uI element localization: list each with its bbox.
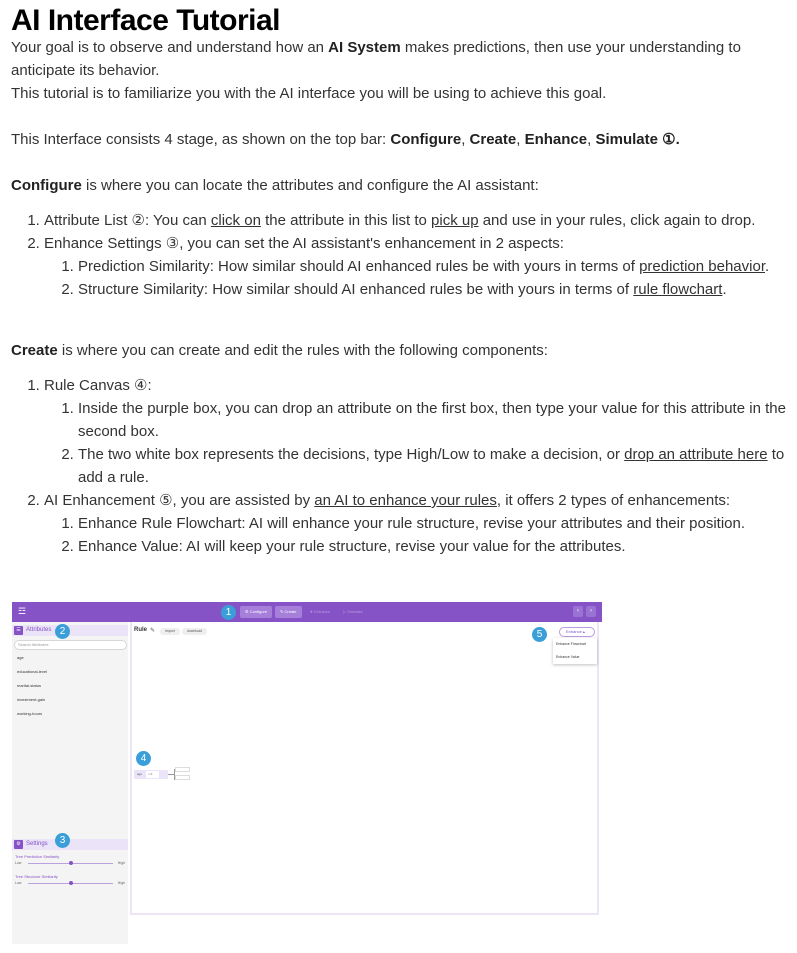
list-item: 1. Attribute List ②: You can click on the attribute in this list to pick up and use in your rules, click again to drop. <box>44 209 791 232</box>
slider-handle[interactable] <box>69 861 73 865</box>
list-item: 2. Structure Similarity: How similar should AI enhanced rules be with yours in terms of rule flowchart. <box>78 278 791 301</box>
rule-value-input[interactable]: > 0 <box>146 771 159 778</box>
attribute-item[interactable]: investment-gain <box>17 697 46 702</box>
top-bar <box>12 602 602 622</box>
low-label: Low <box>15 861 22 865</box>
rule-canvas[interactable] <box>130 622 599 915</box>
list-item: 1. Prediction Similarity: How similar should AI enhanced rules be with yours in terms of prediction behavior. <box>78 255 791 278</box>
attribute-item[interactable]: age <box>17 655 24 660</box>
list-item: 1. Enhance Rule Flowchart: AI will enhance your rule structure, revise your attributes and their position. <box>78 512 791 535</box>
settings-title: Settings <box>26 841 48 847</box>
prev-button[interactable]: ‹ <box>573 606 583 617</box>
prediction-similarity-slider[interactable] <box>15 861 125 867</box>
page-title: AI Interface Tutorial <box>11 4 280 37</box>
high-label: High <box>117 861 125 865</box>
attributes-title: Attributes <box>26 627 52 633</box>
configure-heading: Configure is where you can locate the attributes and configure the AI assistant: <box>11 177 539 194</box>
enhance-menu <box>553 638 597 664</box>
enhance-button[interactable]: Enhance ▴ <box>559 627 595 637</box>
callout-badge: 5 <box>532 627 547 642</box>
attribute-item[interactable]: working-hours <box>17 711 43 716</box>
menu-item-enhance-value[interactable]: Enhance Value <box>556 655 580 659</box>
structure-similarity-slider[interactable] <box>15 881 125 887</box>
callout-badge: 4 <box>136 751 151 766</box>
tab-simulate[interactable]: ▷ Simulate <box>343 609 363 614</box>
attribute-item[interactable]: educational-level <box>17 669 48 674</box>
low-label: Low <box>15 881 22 885</box>
search-input[interactable]: Search Attributes <box>14 640 127 650</box>
list-item: 1. Rule Canvas ④: 1. Inside the purple box, you can drop an attribute on the first box, then type your value for this attribute in the second box. 2. The two white box represents the decisions, type High/Low to make a decision, or drop an attribute here to add a rule. <box>44 374 791 489</box>
list-item: 2. AI Enhancement ⑤, you are assisted by an AI to enhance your rules, it offers 2 types of enhancements: 1. Enhance Rule Flowchart: AI will enhance your rule structure, revise your attributes and their position. 2. Enhance Value: AI will keep your rule structure, revise your value for the attributes. <box>44 489 791 558</box>
list-item: 2. The two white box represents the decisions, type High/Low to make a decision, or drop an attribute here to add a rule. <box>78 443 791 489</box>
create-list <box>11 374 791 558</box>
tutorial-document <box>11 6 791 558</box>
callout-badge: 2 <box>55 624 70 639</box>
attribute-item[interactable]: marital-status <box>17 683 42 688</box>
rule-condition-box[interactable] <box>134 770 168 779</box>
nav-buttons <box>573 606 596 617</box>
import-button[interactable]: import <box>160 628 180 635</box>
logo-icon: ☲ <box>18 606 27 616</box>
stages-paragraph: This Interface consists 4 stage, as shown on the top bar: Configure, Create, Enhance, Simulate ①. <box>11 131 680 148</box>
settings-header <box>12 839 128 850</box>
sidebar <box>12 622 128 944</box>
list-item: 2. Enhance Value: AI will keep your rule structure, revise your value for the attributes. <box>78 535 791 558</box>
tab-configure[interactable]: ⚙ Configure <box>240 606 272 618</box>
rule-title: Rule <box>134 627 148 633</box>
stage-tabs <box>240 606 368 618</box>
high-label: High <box>117 881 125 885</box>
callout-badge: 1 <box>221 605 236 620</box>
interface-screenshot <box>12 602 602 944</box>
decision-box-true[interactable] <box>175 767 190 772</box>
attributes-header <box>12 625 128 636</box>
tab-enhance[interactable]: ★ Enhance <box>309 609 331 614</box>
prediction-similarity-label: Tree Prediction Similarity <box>15 854 60 859</box>
menu-item-enhance-flowchart[interactable]: Enhance Flowchart <box>556 642 586 646</box>
rule-attribute[interactable]: age <box>137 772 143 776</box>
decision-box-false[interactable] <box>175 775 190 780</box>
configure-list <box>11 209 791 301</box>
slider-handle[interactable] <box>69 881 73 885</box>
list-icon: ☰ <box>14 626 23 635</box>
callout-badge: 3 <box>55 833 70 848</box>
list-item: 2. Enhance Settings ③, you can set the AI assistant's enhancement in 2 aspects: 1. Prediction Similarity: How similar should AI enhanced rules be with yours in terms of prediction behavior. 2. Structure Similarity: How similar should AI enhanced rules be with yours in terms of rule flowchart. <box>44 232 791 301</box>
next-button[interactable]: › <box>586 606 596 617</box>
download-button[interactable]: download <box>182 628 207 635</box>
pencil-icon[interactable]: ✎ <box>150 628 156 634</box>
intro-paragraph: Your goal is to observe and understand how an AI System makes predictions, then use your understanding to anticipate its behavior. This tutorial is to familiarize you with the AI interface you will be using to achieve this goal. <box>11 39 741 102</box>
list-item: 1. Inside the purple box, you can drop an attribute on the first box, then type your value for this attribute in the second box. <box>78 397 791 443</box>
gear-icon: ⚙ <box>14 840 23 849</box>
structure-similarity-label: Tree Structure Similarity <box>15 874 58 879</box>
create-heading: Create is where you can create and edit the rules with the following components: <box>11 342 548 359</box>
tab-create[interactable]: ✎ Create <box>275 606 301 618</box>
